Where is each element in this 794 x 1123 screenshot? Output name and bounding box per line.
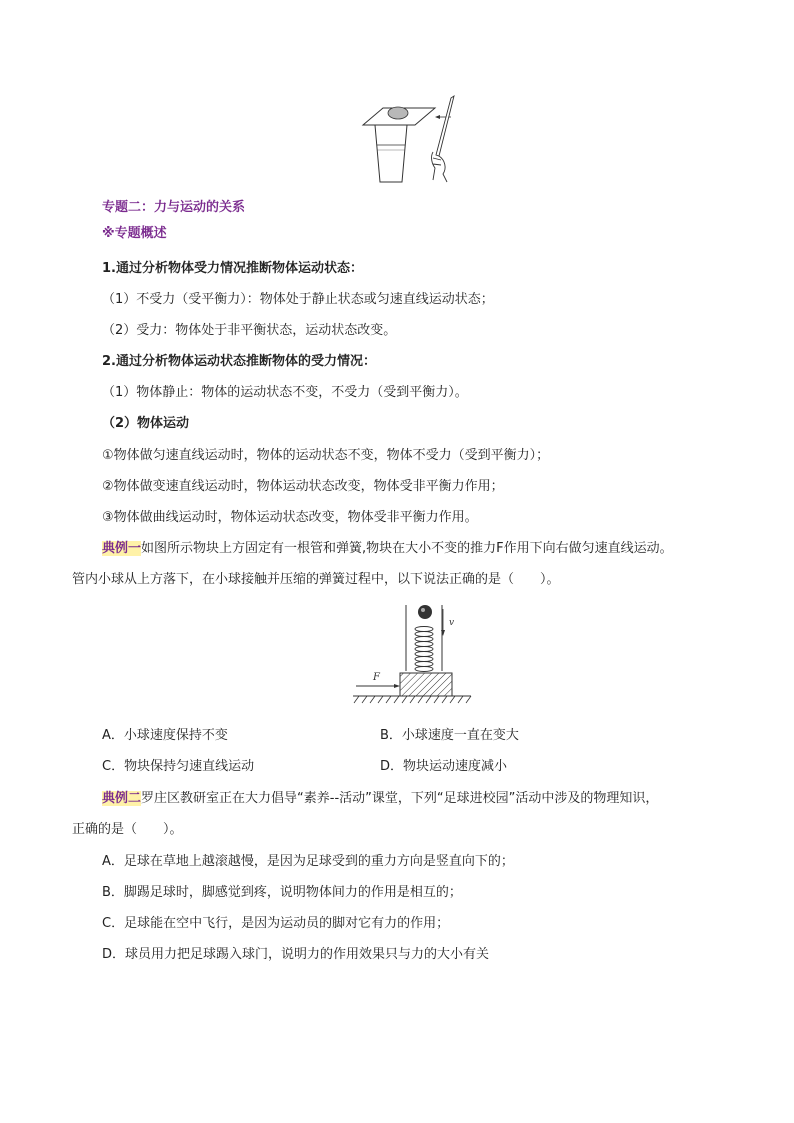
example-2-option-d: D．球员用力把足球踢入球门，说明力的作用效果只与力的大小有关	[102, 947, 490, 962]
example-2-tag: 典例二	[102, 791, 142, 806]
example-1-line-2: 管内小球从上方落下，在小球接触并压缩的弹簧过程中，以下说法正确的是（ ）。	[72, 572, 560, 587]
point-1-b: （2）受力：物体处于非平衡状态，运动状态改变。	[102, 323, 397, 338]
example-1-option-a: A．小球速度保持不变	[102, 728, 228, 743]
inertia-experiment-figure	[355, 94, 470, 186]
example-1-option-d: D．物块运动速度减小	[380, 759, 508, 774]
example-2-option-a: A．足球在草地上越滚越慢，是因为足球受到的重力方向是竖直向下的；	[102, 854, 514, 869]
example-1-tag: 典例一	[102, 541, 142, 556]
example-2-line-1	[102, 787, 658, 806]
point-2-c1: ①物体做匀速直线运动时，物体的运动状态不变，物体不受力（受到平衡力）；	[102, 448, 550, 463]
point-1-title: 1.通过分析物体受力情况推断物体运动状态：	[102, 261, 363, 276]
point-2-title: 2.通过分析物体运动状态推断物体的受力情况：	[102, 354, 376, 369]
point-2-c2: ②物体做变速直线运动时，物体运动状态改变，物体受非平衡力作用；	[102, 479, 504, 494]
example-1-text-1: 如图所示物块上方固定有一根管和弹簧,物块在大小不变的推力F作用下向右做匀速直线运动。	[141, 541, 673, 556]
example-2-option-c: C．足球能在空中飞行，是因为运动员的脚对它有力的作用；	[102, 916, 450, 931]
point-1-a: （1）不受力（受平衡力）：物体处于静止状态或匀速直线运动状态；	[102, 292, 494, 307]
example-1-option-c: C．物块保持匀速直线运动	[102, 759, 255, 774]
velocity-label: v	[449, 618, 455, 628]
spring-tube-block-figure	[353, 603, 473, 705]
point-2-a: （1）物体静止：物体的运动状态不变，不受力（受到平衡力）。	[102, 385, 468, 400]
example-2-option-b: B．脚踢足球时，脚感觉到疼，说明物体间力的作用是相互的；	[102, 885, 462, 900]
point-2-b: （2）物体运动	[102, 416, 190, 431]
example-1-option-b: B．小球速度一直在变大	[380, 728, 519, 743]
section-title: 专题二：力与运动的关系	[102, 200, 246, 215]
force-label: F	[373, 672, 380, 683]
overview-heading: ※专题概述	[102, 226, 167, 241]
point-2-c3: ③物体做曲线运动时，物体运动状态改变，物体受非平衡力作用。	[102, 510, 478, 525]
example-2-text-1: 罗庄区教研室正在大力倡导“素养--活动”课堂，下列“足球进校园”活动中涉及的物理知识，	[141, 791, 659, 806]
example-2-line-2: 正确的是（ ）。	[72, 822, 183, 837]
example-1-line-1	[102, 537, 673, 556]
